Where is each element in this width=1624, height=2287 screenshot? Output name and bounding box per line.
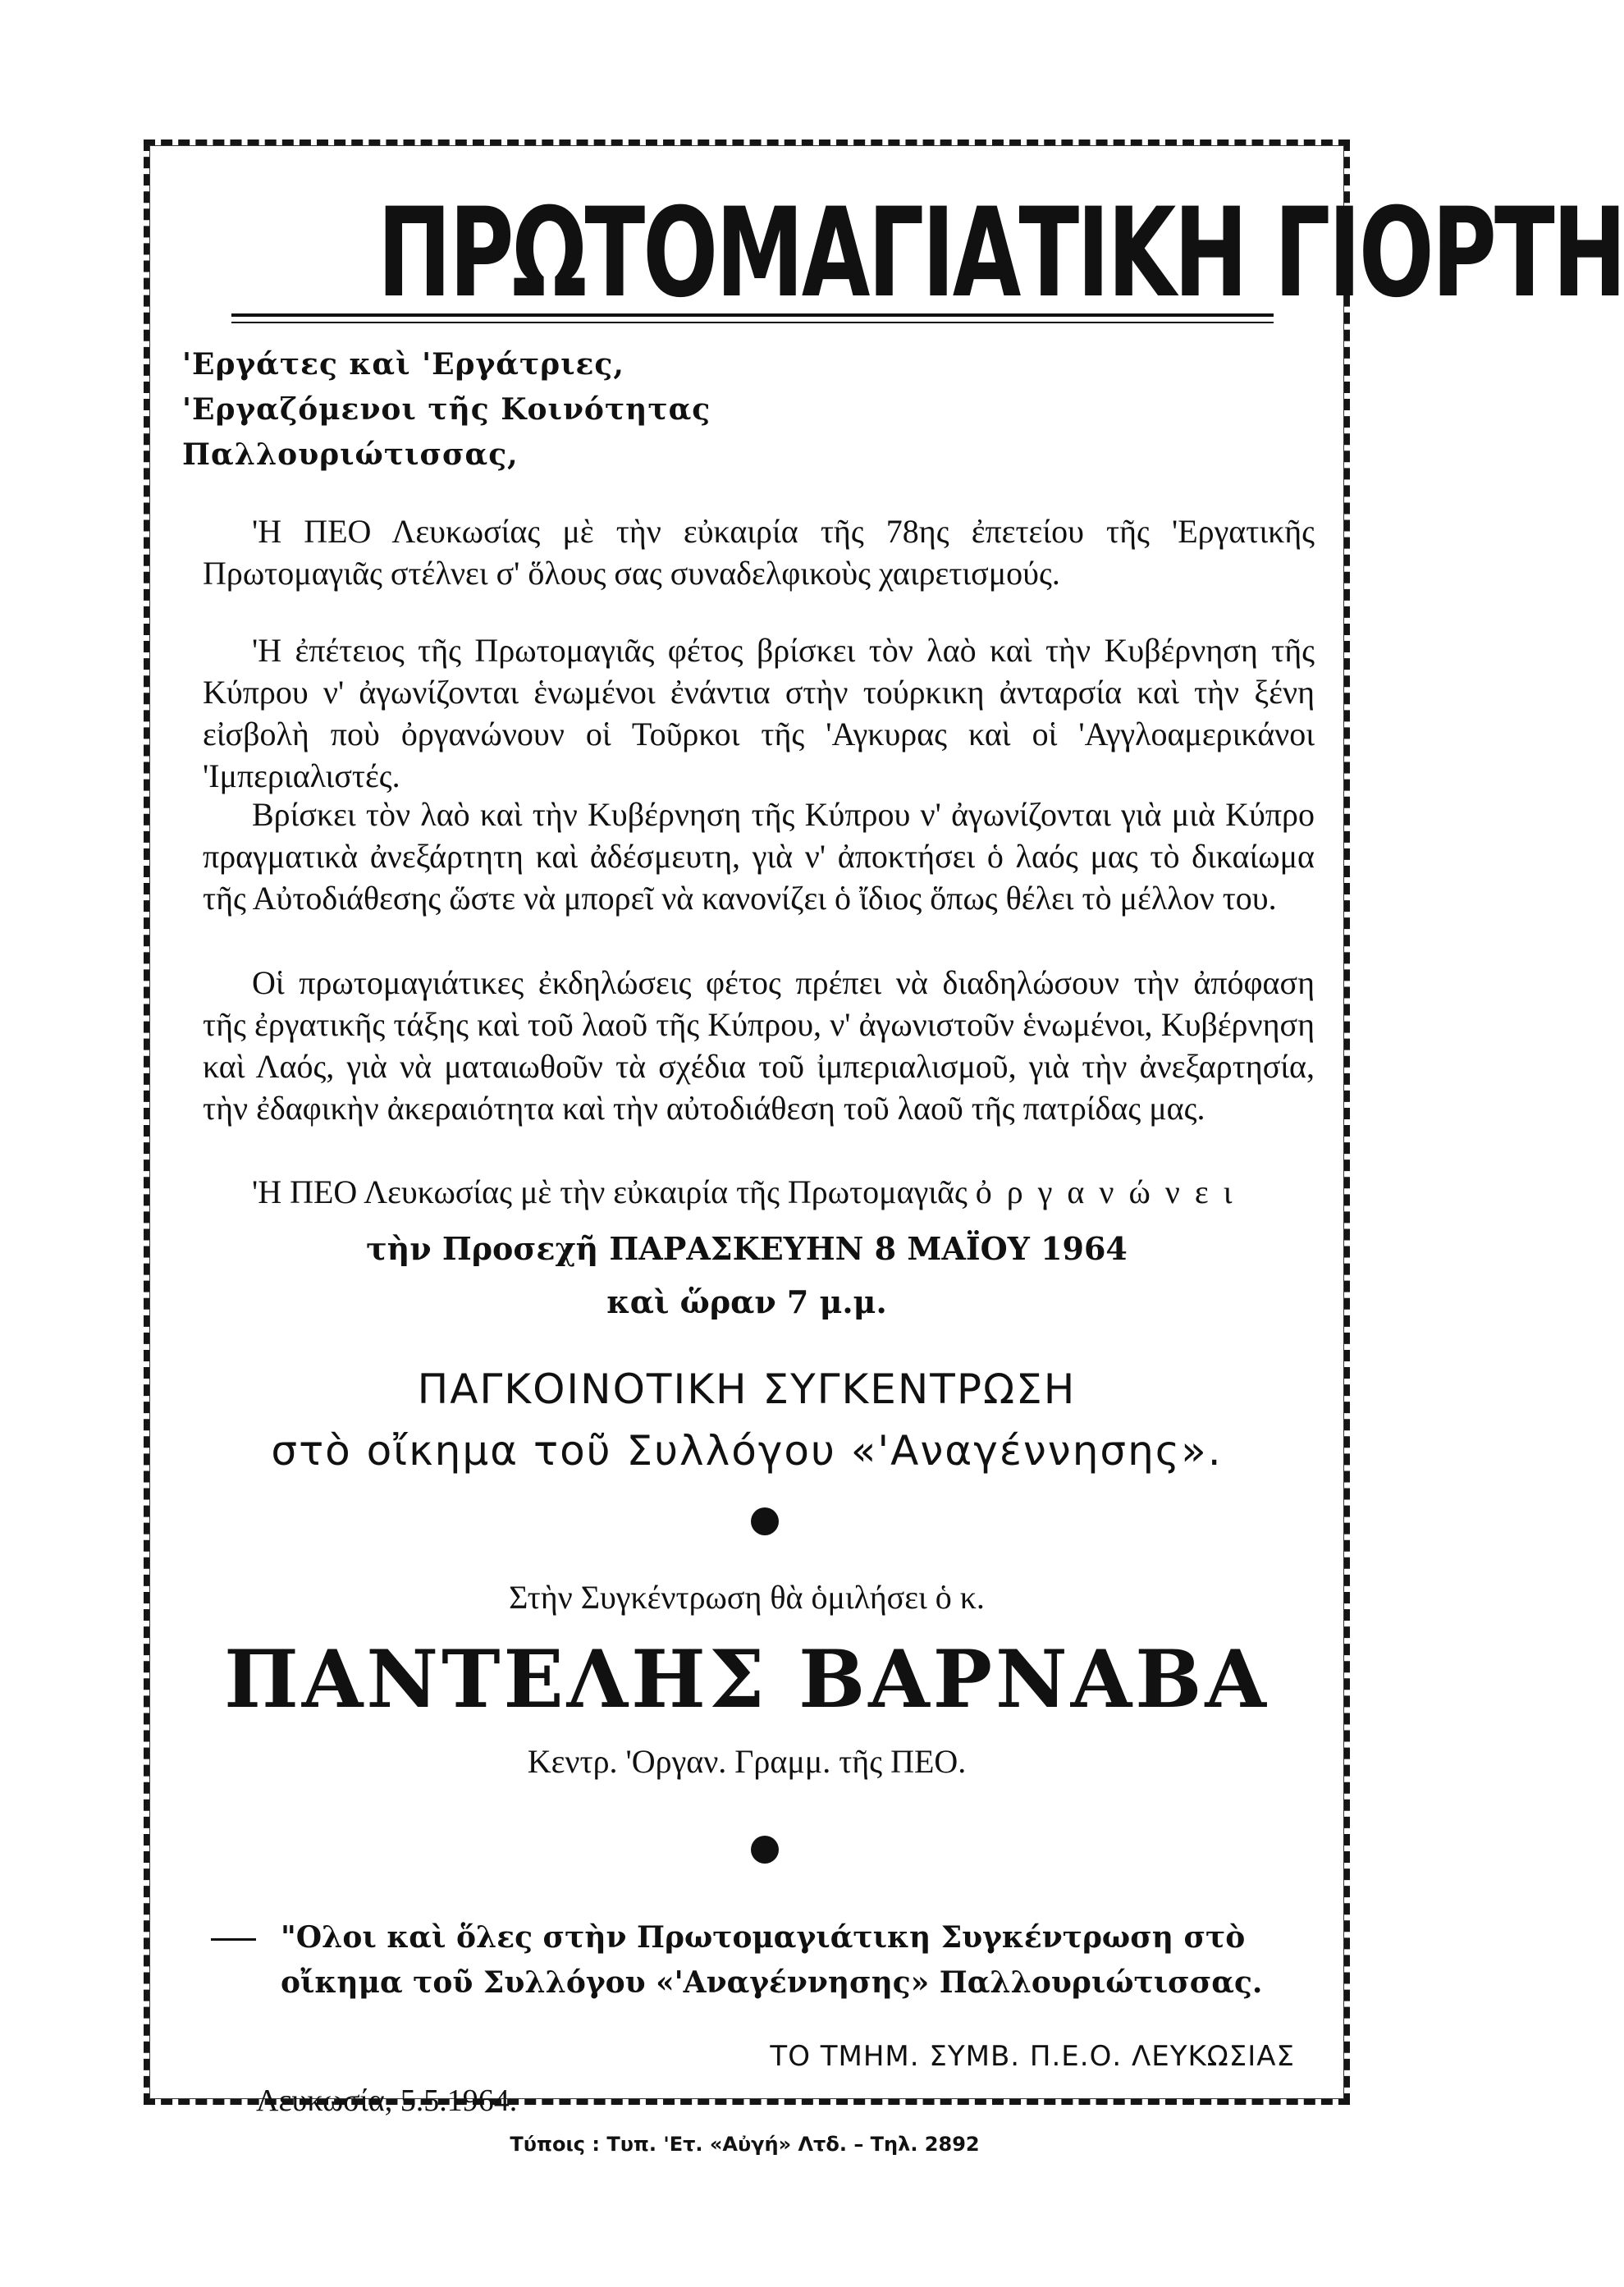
speaker-name: ΠΑΝΤΕΛΗΣ ΒΑΡΝΑΒΑ [224,1633,1269,1726]
place-date: Λευκωσία, 5.5.1964. [256,2083,518,2118]
paragraph-anniversary: 'Η ἐπέτειος τῆς Πρωτομαγιᾶς φέτος βρίσκει τὸν λαὸ καὶ τὴν Κυβέρνηση τῆς Κύπρου ν' ἀγωνίζονται ἑνωμένοι ἐνάντια στὴν τούρκικη ἀνταρσία καὶ τὴν ξένη εἰσβολὴ ποὺ ὀργανώνουν οἱ Τοῦρκοι τῆς 'Αγκυρας καὶ οἱ 'Αγγλοαμερικάνοι 'Ιμπεριαλιστές. [203,632,1315,794]
printer-line: Τύποις : Τυπ. 'Ετ. «Αὐγή» Λτδ. – Τηλ. 2892 [510,2133,980,2156]
event-date: τὴν Προσεχῆ ΠΑΡΑΣΚΕΥΗΝ 8 ΜΑΪΟΥ 1964 [366,1230,1128,1267]
gathering-title: ΠΑΓΚΟΙΝΟΤΙΚΗ ΣΥΓΚΕΝΤΡΩΣΗ [417,1365,1077,1413]
salutation-line-1: 'Εργάτες καὶ 'Εργάτριες, [182,347,624,382]
paragraph-greeting: 'Η ΠΕΟ Λευκωσίας μὲ τὴν εὐκαιρία τῆς 78ης ἐπετείου τῆς 'Εργατικῆς Πρωτομαγιᾶς στέλνει σ' ὅλους σας συναδελφικοὺς χαιρετισμούς. [203,513,1315,592]
paragraph-demonstrations: Οἱ πρωτομαγιάτικες ἐκδηλώσεις φέτος πρέπει νὰ διαδηλώσουν τὴν ἀπόφαση τῆς ἐργατικῆς τάξης καὶ τοῦ λαοῦ τῆς Κύπρου, ν' ἀγωνιστοῦν ἑνωμένοι, Κυβέρνηση καὶ Λαός, γιὰ νὰ ματαιωθοῦν τὰ σχέδια τοῦ ἰμπεριαλισμοῦ, γιὰ τὴν ἀνεξαρτησία, τὴν ἐδαφικὴν ἀκεραιότητα καὶ τὴν αὐτοδιάθεση τοῦ λαοῦ τῆς πατρίδας μας. [203,964,1315,1127]
signature: ΤΟ ΤΜΗΜ. ΣΥΜΒ. Π.Ε.Ο. ΛΕΥΚΩΣΙΑΣ [770,2040,1295,2073]
event-time: καὶ ὥραν 7 μ.μ. [606,1283,887,1320]
organizes-line [203,1171,1315,1213]
title-underline-thin [231,322,1274,323]
call-line-2: οἴκημα τοῦ Συλλόγου «'Αναγέννησης» Παλλουριώτισσας. [281,1965,1263,2000]
bullet-dot-icon [751,1507,779,1535]
poster-title: ΠΡΩΤΟΜΑΓΙΑΤΙΚΗ ΓΙΟΡΤΗ [377,182,1624,325]
gathering-place: στὸ οἴκημα τοῦ Συλλόγου «'Αναγέννησης». [271,1427,1223,1475]
organizes-line-text: 'Η ΠΕΟ Λευκωσίας μὲ τὴν εὐκαιρία τῆς Πρωτομαγιᾶς [252,1173,968,1210]
paragraph-independence: Βρίσκει τὸν λαὸ καὶ τὴν Κυβέρνηση τῆς Κύπρου ν' ἀγωνίζονται γιὰ μιὰ Κύπρο πραγματικὰ ἀνεξάρτητη καὶ ἀδέσμευτη, γιὰ ν' ἀποκτήσει ὁ λαός μας τὸ δικαίωμα τῆς Αὐτοδιάθεσης ὥστε νὰ μπορεῖ νὰ κανονίζει ὁ ἴδιος ὅπως θέλει τὸ μέλλον του. [203,796,1315,917]
salutation-line-3: Παλλουριώτισσας, [182,437,519,472]
organizes-word: ὀ ρ γ α ν ώ ν ε ι [975,1173,1236,1210]
poster-frame [144,140,1624,2118]
speaker-intro: Στὴν Συγκέντρωση θὰ ὁμιλήσει ὁ κ. [509,1579,985,1616]
title-underline [231,313,1274,317]
salutation-line-2: 'Εργαζόμενοι τῆς Κοινότητας [182,392,711,427]
bullet-dot-icon [751,1836,779,1864]
call-dash [211,1938,256,1941]
speaker-role: Κεντρ. 'Οργαν. Γραμμ. τῆς ΠΕΟ. [527,1743,967,1780]
call-line-1: "Ολοι καὶ ὅλες στὴν Πρωτομαγιάτικη Συγκέντρωση στὸ [281,1920,1246,1955]
